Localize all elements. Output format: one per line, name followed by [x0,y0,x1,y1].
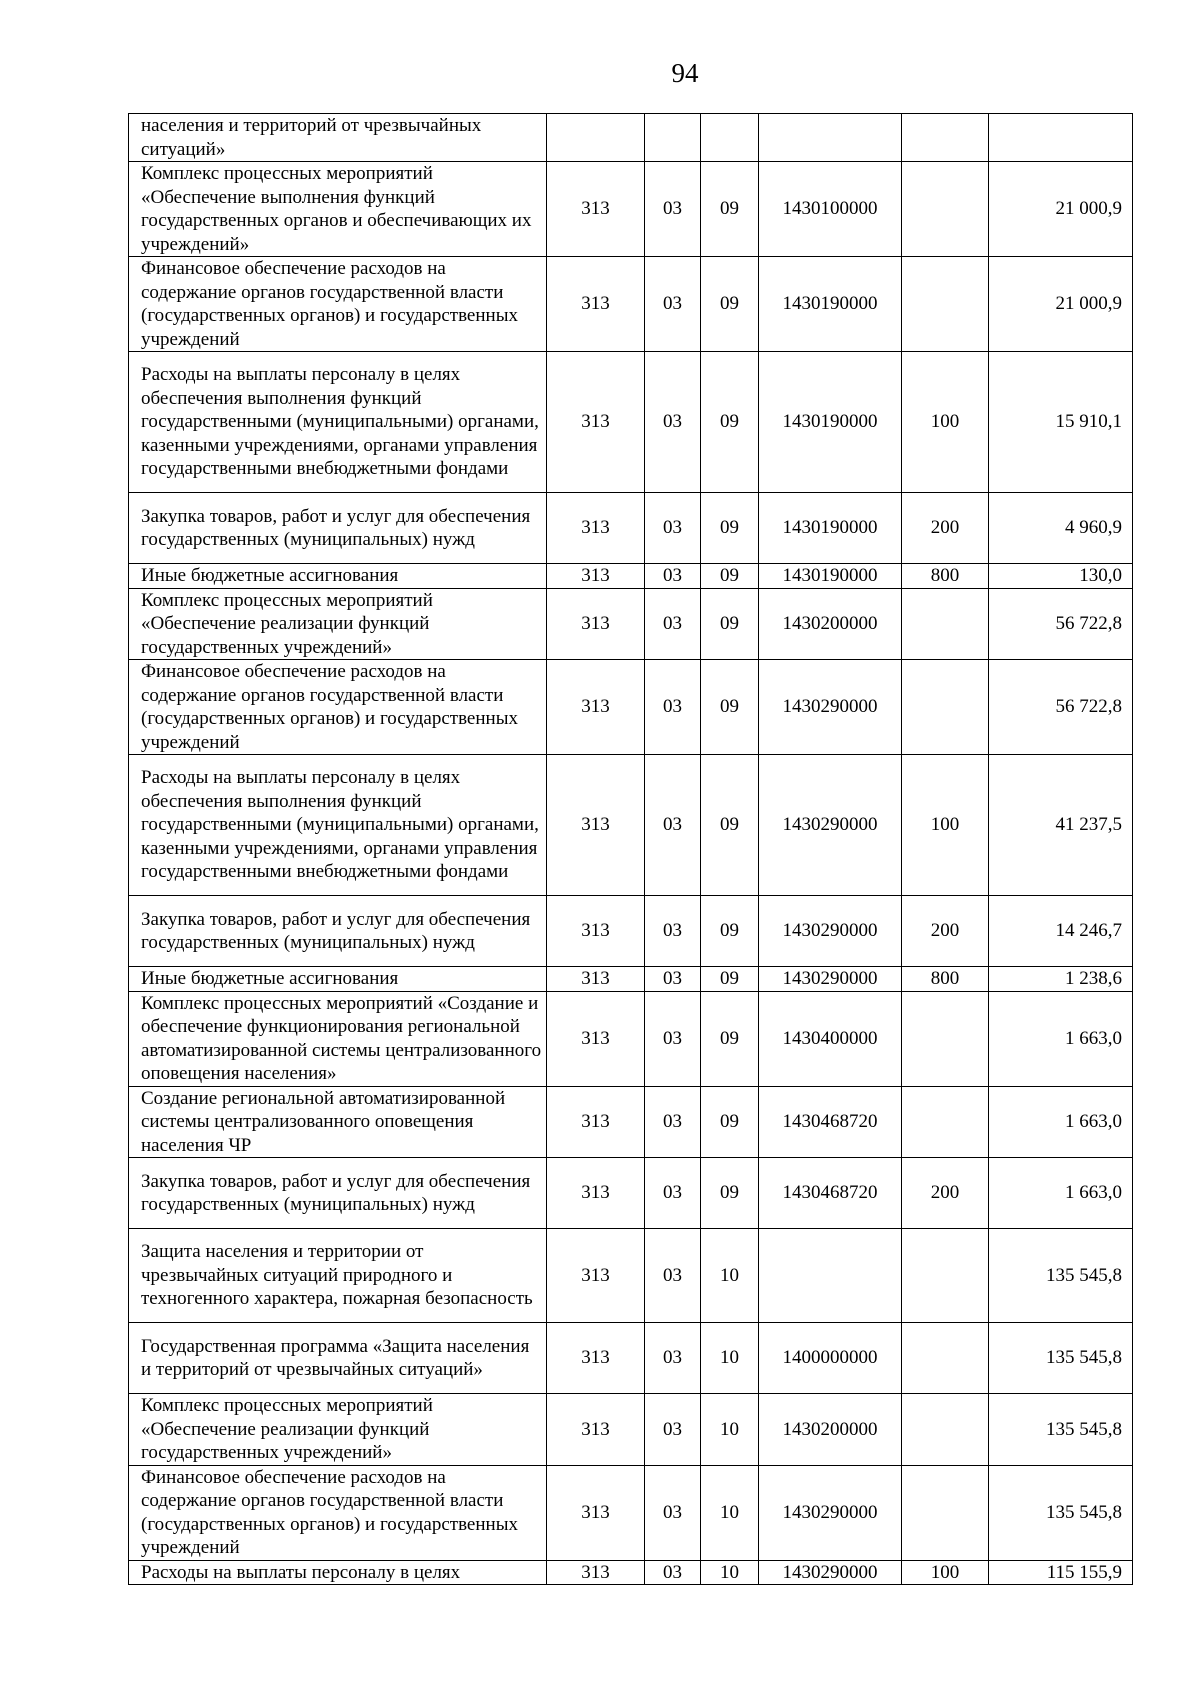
cell-amount: 1 663,0 [989,1158,1133,1229]
cell-expense-type [902,257,989,352]
cell-name: Финансовое обеспечение расходов на содержание органов государственной власти (государственных органов) и государственных учреждений [129,1465,547,1560]
cell-name: Закупка товаров, работ и услуг для обеспечения государственных (муниципальных) нужд [129,493,547,564]
cell-subsection-code: 09 [701,660,759,755]
cell-expense-type: 200 [902,493,989,564]
cell-amount: 4 960,9 [989,493,1133,564]
cell-expense-type [902,588,989,660]
cell-section-code: 03 [645,1229,701,1323]
cell-name: Расходы на выплаты персоналу в целях обеспечения выполнения функций государственными (муниципальными) органами, казенными учреждениями, органами управления государственными внебюджетными фондами [129,352,547,493]
table-row [129,1465,1133,1560]
cell-name: Финансовое обеспечение расходов на содержание органов государственной власти (государственных органов) и государственных учреждений [129,257,547,352]
cell-name: Закупка товаров, работ и услуг для обеспечения государственных (муниципальных) нужд [129,1158,547,1229]
cell-target-article: 1430190000 [759,564,902,589]
cell-ministry-code: 313 [547,991,645,1086]
table-row [129,1086,1133,1158]
cell-target-article: 1430190000 [759,257,902,352]
cell-section-code: 03 [645,1158,701,1229]
cell-amount: 14 246,7 [989,896,1133,967]
cell-expense-type [902,1229,989,1323]
cell-target-article: 1430190000 [759,493,902,564]
cell-amount: 56 722,8 [989,588,1133,660]
cell-ministry-code: 313 [547,967,645,992]
table-row [129,1158,1133,1229]
cell-ministry-code: 313 [547,755,645,896]
cell-subsection-code: 09 [701,1158,759,1229]
cell-name: Создание региональной автоматизированной системы централизованного оповещения населения ЧР [129,1086,547,1158]
cell-target-article: 1430290000 [759,1465,902,1560]
cell-ministry-code [547,114,645,162]
cell-expense-type: 200 [902,1158,989,1229]
table-row [129,967,1133,992]
cell-section-code: 03 [645,1086,701,1158]
cell-target-article: 1430290000 [759,1560,902,1585]
cell-ministry-code: 313 [547,1560,645,1585]
cell-target-article: 1430200000 [759,588,902,660]
cell-expense-type [902,1323,989,1394]
cell-subsection-code: 10 [701,1465,759,1560]
cell-ministry-code: 313 [547,1394,645,1466]
cell-expense-type: 100 [902,352,989,493]
cell-section-code: 03 [645,1323,701,1394]
cell-ministry-code: 313 [547,1323,645,1394]
cell-subsection-code: 09 [701,755,759,896]
cell-name: Защита населения и территории от чрезвычайных ситуаций природного и техногенного характера, пожарная безопасность [129,1229,547,1323]
cell-subsection-code: 09 [701,967,759,992]
cell-amount: 115 155,9 [989,1560,1133,1585]
cell-section-code: 03 [645,257,701,352]
cell-name: Иные бюджетные ассигнования [129,967,547,992]
cell-section-code: 03 [645,588,701,660]
cell-ministry-code: 313 [547,352,645,493]
page-number: 94 [671,58,699,88]
cell-subsection-code: 10 [701,1394,759,1466]
cell-expense-type: 200 [902,896,989,967]
cell-section-code: 03 [645,967,701,992]
cell-subsection-code: 09 [701,352,759,493]
cell-expense-type: 800 [902,564,989,589]
table-row [129,1323,1133,1394]
table-row [129,257,1133,352]
cell-amount: 56 722,8 [989,660,1133,755]
cell-amount: 130,0 [989,564,1133,589]
cell-expense-type [902,1465,989,1560]
cell-ministry-code: 313 [547,1086,645,1158]
table-row [129,493,1133,564]
cell-target-article: 1430468720 [759,1086,902,1158]
cell-target-article: 1400000000 [759,1323,902,1394]
cell-name: Комплекс процессных мероприятий «Обеспечение реализации функций государственных учреждений» [129,588,547,660]
cell-expense-type [902,1086,989,1158]
cell-ministry-code: 313 [547,896,645,967]
cell-expense-type [902,114,989,162]
cell-name: населения и территорий от чрезвычайных ситуаций» [129,114,547,162]
cell-section-code: 03 [645,1394,701,1466]
cell-expense-type [902,1394,989,1466]
budget-table [128,113,1133,1585]
cell-expense-type: 800 [902,967,989,992]
cell-amount: 41 237,5 [989,755,1133,896]
cell-expense-type [902,162,989,257]
cell-amount: 15 910,1 [989,352,1133,493]
cell-section-code: 03 [645,352,701,493]
cell-amount: 1 663,0 [989,991,1133,1086]
cell-subsection-code: 09 [701,162,759,257]
cell-name: Государственная программа «Защита населения и территорий от чрезвычайных ситуаций» [129,1323,547,1394]
cell-target-article: 1430468720 [759,1158,902,1229]
table-row [129,991,1133,1086]
cell-expense-type [902,991,989,1086]
cell-subsection-code: 09 [701,1086,759,1158]
cell-subsection-code: 10 [701,1229,759,1323]
cell-name: Комплекс процессных мероприятий «Обеспечение выполнения функций государственных органов и обеспечивающих их учреждений» [129,162,547,257]
table-row [129,352,1133,493]
cell-ministry-code: 313 [547,1158,645,1229]
cell-subsection-code: 09 [701,588,759,660]
cell-subsection-code: 10 [701,1560,759,1585]
table-row [129,660,1133,755]
cell-target-article [759,1229,902,1323]
cell-target-article: 1430100000 [759,162,902,257]
cell-target-article: 1430200000 [759,1394,902,1466]
cell-section-code: 03 [645,1465,701,1560]
cell-amount: 21 000,9 [989,257,1133,352]
cell-subsection-code: 09 [701,257,759,352]
table-row [129,564,1133,589]
cell-section-code: 03 [645,493,701,564]
cell-amount: 135 545,8 [989,1229,1133,1323]
table-row [129,162,1133,257]
table-row [129,1394,1133,1466]
cell-section-code: 03 [645,162,701,257]
cell-amount: 21 000,9 [989,162,1133,257]
cell-ministry-code: 313 [547,493,645,564]
cell-ministry-code: 313 [547,588,645,660]
cell-amount: 135 545,8 [989,1465,1133,1560]
table-row [129,896,1133,967]
table-row [129,1560,1133,1585]
cell-name: Закупка товаров, работ и услуг для обеспечения государственных (муниципальных) нужд [129,896,547,967]
table-row [129,588,1133,660]
cell-expense-type: 100 [902,755,989,896]
cell-name: Расходы на выплаты персоналу в целях обеспечения выполнения функций государственными (муниципальными) органами, казенными учреждениями, органами управления государственными внебюджетными фондами [129,755,547,896]
cell-name: Финансовое обеспечение расходов на содержание органов государственной власти (государственных органов) и государственных учреждений [129,660,547,755]
cell-target-article [759,114,902,162]
cell-amount: 1 663,0 [989,1086,1133,1158]
cell-subsection-code: 09 [701,493,759,564]
cell-subsection-code: 09 [701,564,759,589]
cell-subsection-code: 10 [701,1323,759,1394]
cell-target-article: 1430290000 [759,967,902,992]
cell-section-code: 03 [645,896,701,967]
cell-section-code: 03 [645,991,701,1086]
cell-subsection-code: 09 [701,896,759,967]
table-body [129,114,1133,1585]
cell-ministry-code: 313 [547,564,645,589]
cell-target-article: 1430190000 [759,352,902,493]
cell-ministry-code: 313 [547,162,645,257]
cell-ministry-code: 313 [547,257,645,352]
table-row [129,755,1133,896]
cell-amount: 1 238,6 [989,967,1133,992]
cell-amount: 135 545,8 [989,1394,1133,1466]
cell-amount [989,114,1133,162]
cell-expense-type [902,660,989,755]
cell-subsection-code [701,114,759,162]
cell-name: Комплекс процессных мероприятий «Создание и обеспечение функционирования региональной автоматизированной системы централизованного оповещения населения» [129,991,547,1086]
cell-section-code: 03 [645,660,701,755]
cell-ministry-code: 313 [547,1229,645,1323]
cell-expense-type: 100 [902,1560,989,1585]
cell-target-article: 1430290000 [759,755,902,896]
cell-amount: 135 545,8 [989,1323,1133,1394]
cell-name: Расходы на выплаты персоналу в целях [129,1560,547,1585]
cell-section-code [645,114,701,162]
cell-section-code: 03 [645,755,701,896]
cell-ministry-code: 313 [547,660,645,755]
cell-section-code: 03 [645,564,701,589]
cell-target-article: 1430290000 [759,896,902,967]
cell-target-article: 1430290000 [759,660,902,755]
cell-name: Комплекс процессных мероприятий «Обеспечение реализации функций государственных учреждений» [129,1394,547,1466]
table-row [129,114,1133,162]
table-row [129,1229,1133,1323]
cell-target-article: 1430400000 [759,991,902,1086]
cell-ministry-code: 313 [547,1465,645,1560]
cell-name: Иные бюджетные ассигнования [129,564,547,589]
cell-section-code: 03 [645,1560,701,1585]
cell-subsection-code: 09 [701,991,759,1086]
